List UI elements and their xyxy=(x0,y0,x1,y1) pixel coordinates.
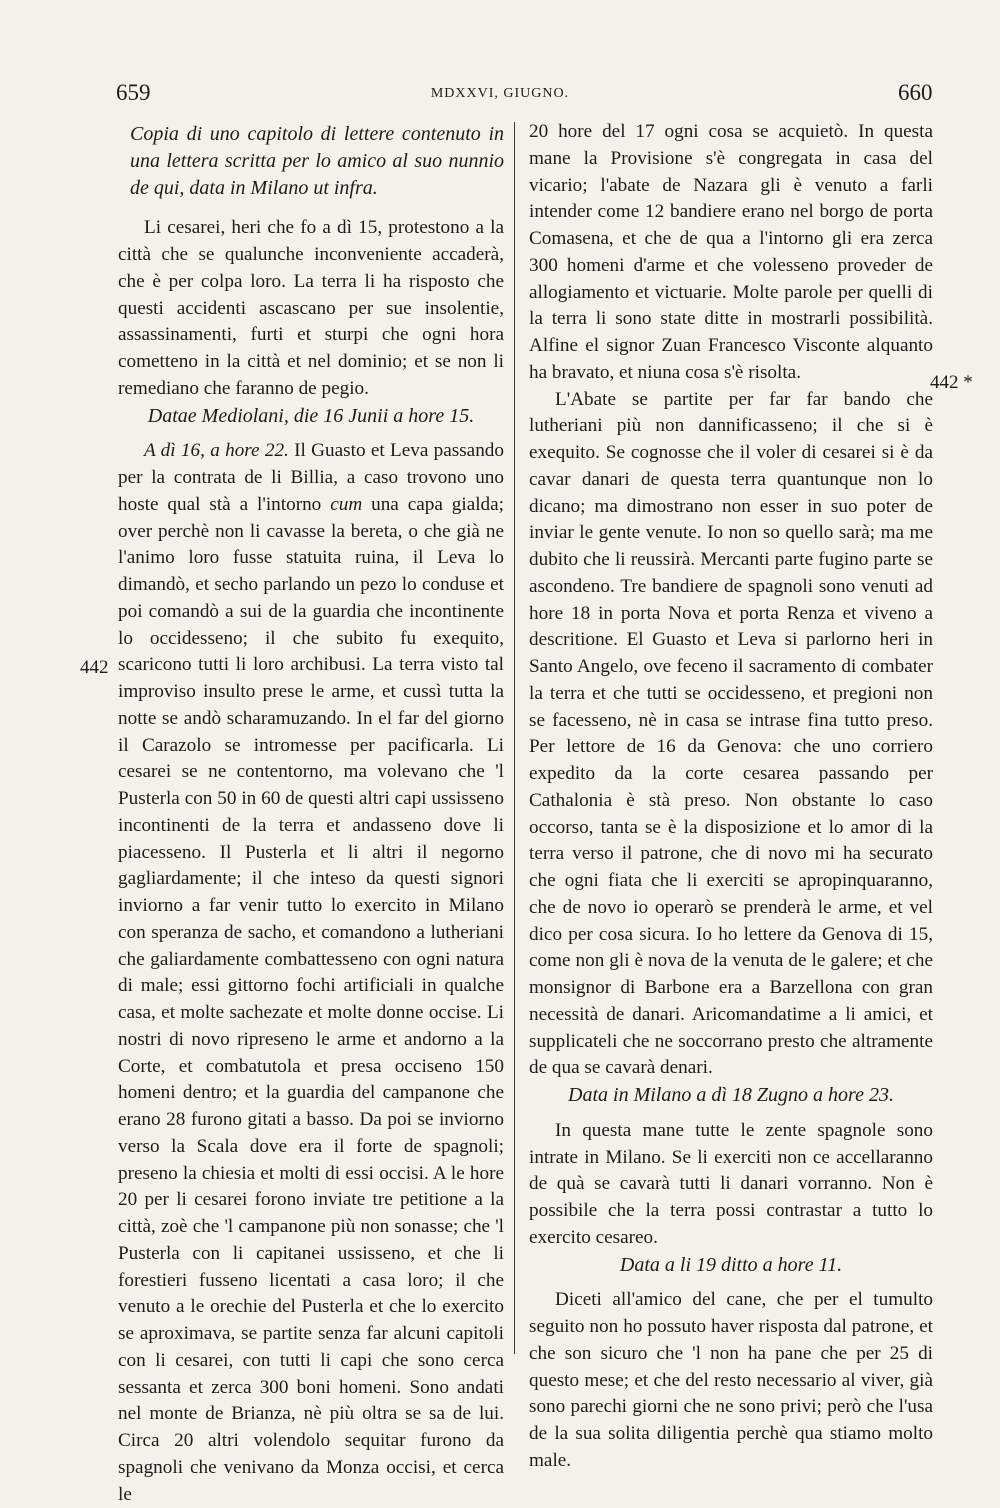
dateline: Data a li 19 ditto a hore 11. xyxy=(619,1253,843,1276)
margin-note-left: 442 xyxy=(80,657,109,678)
page-number-left: 659 xyxy=(116,80,151,105)
page-number-right: 660 xyxy=(898,80,933,105)
paragraph-text: Il Guasto et Leva passando per la contrata de li Billia, a caso trovono uno hoste qual stà a l'intorno xyxy=(118,440,504,515)
dateline: Data in Milano a dì 18 Zugno a hore 23. xyxy=(568,1084,894,1106)
italic-word: cum xyxy=(330,493,363,515)
paragraph-text: una capa gialda; over perchè non li cavasse la bereta, o che già ne l'animo loro fusse statuita ruina, il Leva lo dimandò, et secho parlando un pezo lo conduse et poi comandò a sui de la guardia che incontinente lo occidesseno; il che subito fu exequito, scariconо tutti li loro archibusi. La terra visto tal improviso insulto prese le arme, et cussì tutta la notte se andò scharamuzando. In el far del giorno il Carazolo se intromesse per pacificarla. Li cesarei se ne contentorno, ma volevano che 'l Pusterla con 50 in 60 de questi altri capi ussisseno incontinenti de la terra et andasseno dove li piacesseno. Il Pusterla et li altri il negorno gagliardamente; il che inteso da questi signori inviorno a far venir tutto lo exercito in Milano con speranza de sacho, et comandono a lutheriani che galiardamente combattesseno con ogni natura di male; essi gittorno fochi artificiali in qualche casa, et molte sachezate et molte donne occise. Li nostri di novo ripreseno le arme et andorno a la Corte, et combatutola et presa occiseno 150 homeni dentro; et la guardia del campanone che erano 28 furono gitati a basso. Da poi se inviorno verso la Scala dove era il forte de spagnoli; preseno la chiesia et molti di essi occisi. A le hore 20 per li cesarei forono inviate tre petitione a la città, zoè che 'l campanone più non sonasse; che 'l Pusterla con li capitanei ussisseno, et che li forestieri fusseno licentati a casa loro; il che venuto a le orechie del Pusterla et che lo exercito se aproximava, se partite senza far alcuni capitoli con li cesarei, con tutti li capi che sono cerca sessanta et zerca 300 boni homeni. Sono andati nel monte de Brianza, nè più oltra se sa de lui. Circa 20 altri volendolo sequitar furono da spagnoli che venivano da Monza occisi, et cerca le xyxy=(118,493,504,1505)
column-divider xyxy=(514,122,515,1354)
paragraph: In questa mane tutte le zente spagnole sono intrate in Milano. Se li exerciti non ce accellaranno de quà se cavarà tutti li danari vorranno. Non è possibile che la terra possi contrastar a tutto lo exercito cesareo. xyxy=(529,1119,933,1248)
running-title: MDXXVI, GIUGNO. xyxy=(430,86,570,101)
page-header xyxy=(0,80,1000,110)
inline-date: A dì 16, a hore 22. xyxy=(144,440,289,462)
dateline: Datae Mediolani, die 16 Junii a hore 15. xyxy=(147,404,475,427)
paragraph: Li cesarei, heri che fo a dì 15, protestono a la città che se qualunche inconveniente accaderà, che è per colpa loro. La terra li ha risposto che questi accidenti ascascano per sue insolentie, assassinamenti, furti et sturpi che ogni hora cometteno in la città et nel dominio; et se non li remediano che faranno de pegio. xyxy=(118,217,504,399)
paragraph: Diceti all'amico del cane, che per el tumulto seguito non ho possuto haver risposta dal patrone, et che son sicuro che 'l non ha pane che per 25 di questo mese; et che del resto necessario al viver, già sono parechi giorni che ne sono privi; però che l'usa de la sua solita diligentia perchè qua stiamo molto male. xyxy=(529,1289,933,1471)
right-column xyxy=(529,119,933,1475)
paragraph xyxy=(118,438,504,1508)
paragraph: 20 hore del 17 ogni cosa se acquietò. In questa mane la Provisione s'è congregata in casa del vicario; l'abate de Nazara gli è venuto a farli intender come 12 bandiere erano nel borgo de porta Comasena, et che de qua a l'intorno gli era zerca 300 homeni d'arme et che volesseno proveder de allogiamento et victuarie. Molte parole per quelli di la terra li sono state ditte in mostrarli possibilità. Alfine el signor Zuan Francesco Visconte alquanto ha bravato, et niuna cosa s'è risolta. xyxy=(529,121,933,383)
letter-heading: Copia di uno capitolo di lettere contenuto in una lettera scritta per lo amico al suo nunnio de qui, data in Milano ut infra. xyxy=(130,123,504,199)
left-column xyxy=(118,121,504,1508)
paragraph: L'Abate se partite per far far bando che lutheriani più non dannificasseno; il che si è exequito. Se cognosse che il voler di cesarei si è da cavar danari de questa terra quantunque non lo dicano; ma dimostrano non esser in suo poter de inviar le gente venute. Io non so quello sarà; ma me dubito che li reussirà. Mercanti parte fugino parte se ascondeno. Tre bandiere de spagnoli sono venuti ad hore 18 in porta Nova et porta Renza et viveno a descritione. El Guasto et Leva si parlorno heri in Santo Angelo, ove feceno il sacramento di combater la terra et che tutti se occidesseno, et pregioni non se facesseno, nè in casa se intrase fina tutto preso. Per lettore de 16 da Genova: che uno corriero expedito da la corte cesarea passando per Cathalonia è stà preso. Non obstante lo caso occorso, tanta se è la disposizione et lo amor di la terra verso il patrone, che di novo mi ha securato che ogni fiata che li exerciti se apropinquaranno, che de novo io operarò se prenderà le arme, et vel dico per cosa sicura. Io ho lettere da Genova di 15, come non gli è nova de la venuta de le galere; et che monsignor di Barbone era a Barzellona con gran necessità de danari. Aricomandatime a li amici, et supplicateli che ne soccorrano presto che altramente de qua se cavarà denari. xyxy=(529,388,933,1079)
margin-note-right: 442 * xyxy=(930,372,973,393)
